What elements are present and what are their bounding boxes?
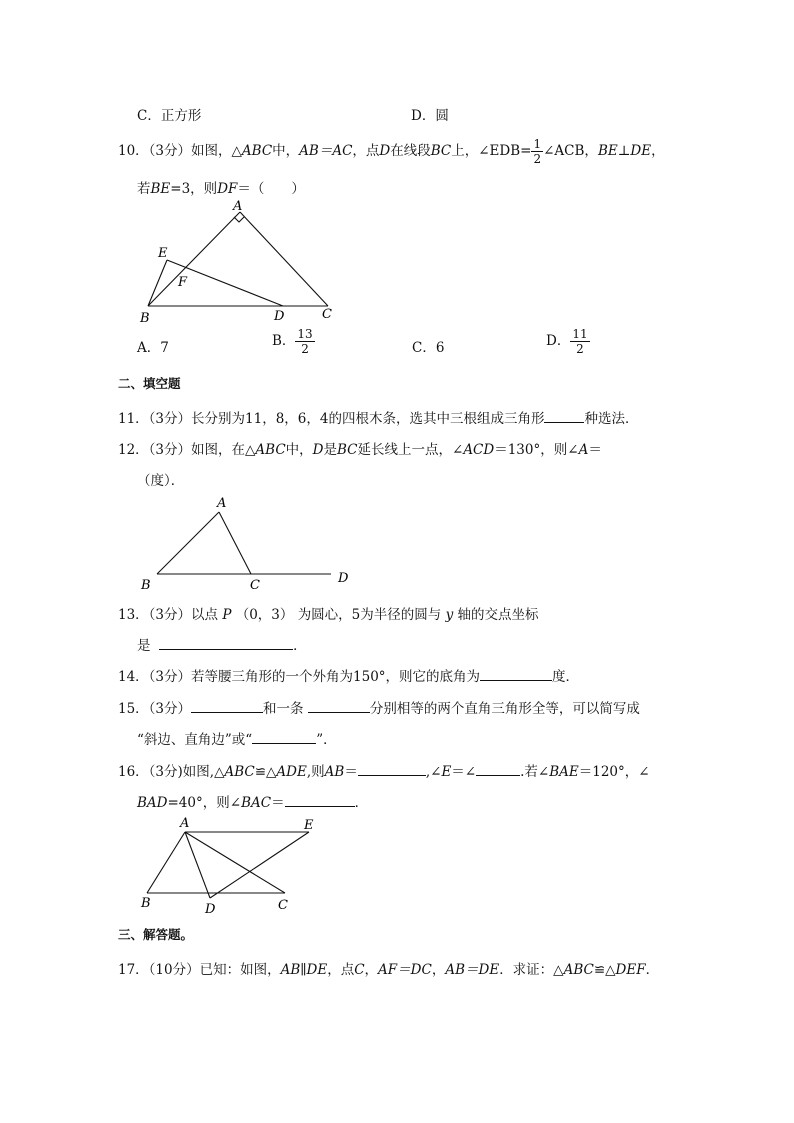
q16-stem-line2: BAD=40°，则∠BAC＝ ．: [137, 795, 369, 811]
section-answer-title: 三、解答题。: [118, 927, 194, 942]
q13-stem-line2: 是 ．: [137, 638, 307, 654]
q15-answer-blank-3[interactable]: [252, 731, 316, 744]
q10-option-b: B． $\frac{13}{2}$: [272, 327, 313, 356]
q16-label-a: A: [180, 816, 190, 831]
q16-label-e: E: [304, 818, 314, 833]
q16-label-c: C: [278, 898, 288, 913]
q9-option-c: C．正方形: [137, 108, 202, 124]
q12-stem-line1: 12．（3分）如图，在△ABC中，D是BC延长线上一点，∠ACD＝130°，则∠A＝: [118, 442, 602, 458]
q15-stem-line2: “斜边、直角边”或“ ”．: [137, 732, 337, 748]
q15-answer-blank-2[interactable]: [308, 700, 370, 713]
q16-answer-blank-1[interactable]: [358, 763, 426, 776]
q10-fraction: $\frac{1}{2}$: [533, 137, 542, 166]
q10-stem-line2: 若BE=3，则DF＝（ ）: [137, 181, 305, 197]
q11-answer-blank[interactable]: [544, 410, 584, 423]
q12-figure: [135, 492, 365, 598]
q15-answer-blank-1[interactable]: [191, 700, 263, 713]
q16-figure: [135, 815, 335, 917]
q16-label-d: D: [205, 902, 216, 917]
q10-label-d: D: [274, 309, 285, 324]
q10-label-a: A: [233, 199, 243, 214]
q10-stem-line1: 10．（3分）如图，△ABC中，AB＝AC，点D在线段BC上，∠EDB= $\frac{1}{2}$ ∠ACB，BE⊥DE，: [118, 137, 665, 166]
q10-label-f: F: [178, 275, 188, 290]
q11-stem: 11．（3分）长分别为11，8，6，4的四根木条，选其中三根组成三角形 种选法．: [118, 411, 639, 427]
q13-answer-blank[interactable]: [159, 637, 293, 650]
q10-label-c: C: [322, 307, 332, 322]
q12-label-a: A: [217, 496, 227, 511]
q14-answer-blank[interactable]: [480, 668, 552, 681]
q16-label-b: B: [141, 896, 151, 911]
q10-option-d: D． $\frac{11}{2}$: [546, 327, 588, 356]
q12-label-c: C: [250, 578, 260, 593]
q10-option-a: A．7: [137, 340, 169, 356]
q10-option-c: C．6: [412, 340, 445, 356]
q15-stem-line1: 15．（3分） 和一条 分别相等的两个直角三角形全等，可以简写成: [118, 701, 640, 717]
q10-label-b: B: [140, 311, 150, 326]
q10-label-e: E: [158, 246, 168, 261]
q13-stem-line1: 13．（3分）以点 P （0，3） 为圆心，5为半径的圆与 y 轴的交点坐标: [118, 607, 539, 623]
section-fill-in-title: 二、填空题: [118, 376, 181, 391]
q10-figure: [130, 198, 350, 328]
q16-answer-blank-3[interactable]: [285, 794, 355, 807]
q14-stem: 14．（3分）若等腰三角形的一个外角为150°，则它的底角为 度．: [118, 669, 580, 685]
q16-stem-line1: 16．（3分)如图,△ABC≌△ADE,则AB＝ ,∠E＝∠ .若∠BAE＝120°，∠: [118, 764, 650, 780]
q12-stem-line2: （度）．: [137, 473, 185, 489]
q12-label-d: D: [338, 571, 349, 586]
q9-option-d: D．圆: [411, 108, 449, 124]
q16-answer-blank-2[interactable]: [476, 763, 520, 776]
q12-label-b: B: [141, 578, 151, 593]
q17-stem: 17．（10分）已知：如图，AB∥DE，点C，AF＝DC，AB＝DE．求证：△ABC≌△DEF．: [118, 962, 660, 978]
